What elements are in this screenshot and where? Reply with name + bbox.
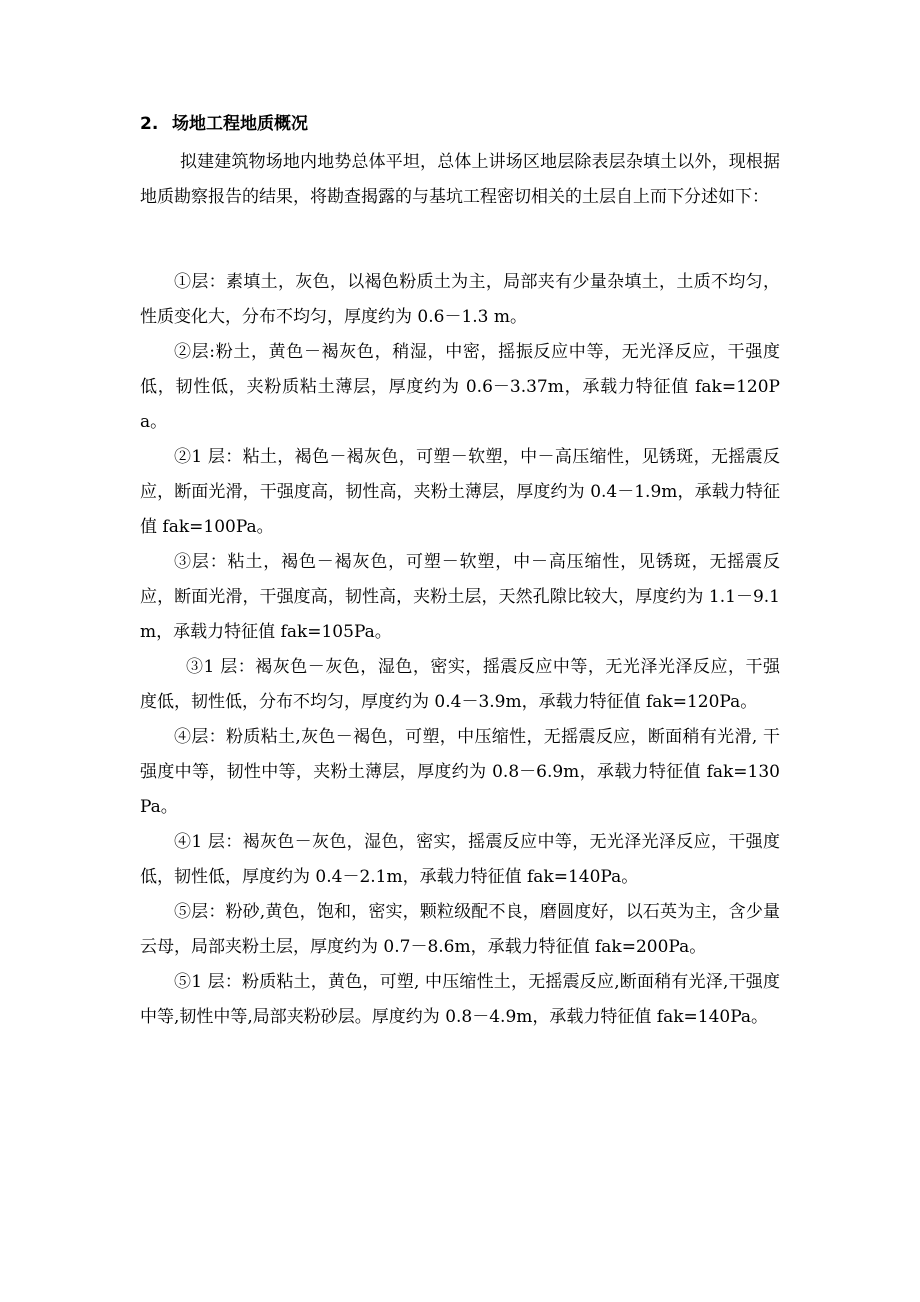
soil-layer-3-1: ③1 层：褐灰色－灰色，湿色，密实，摇震反应中等，无光泽光泽反应，干强度低，韧性低，分布不均匀，厚度约为 0.4－3.9m，承载力特征值 fak=120Pa。 [140, 657, 780, 712]
section-heading [140, 112, 308, 136]
soil-layer-5-1: ⑤1 层：粉质粘土，黄色，可塑, 中压缩性土，无摇震反应,断面稍有光泽,干强度中等,韧性中等,局部夹粉砂层。厚度约为 0.8－4.9m，承载力特征值 fak=140Pa。 [140, 972, 780, 1027]
soil-layer-2-1: ②1 层：粘土，褐色－褐灰色，可塑－软塑，中－高压缩性，见锈斑，无摇震反应，断面光滑，干强度高，韧性高，夹粉土薄层，厚度约为 0.4－1.9m，承载力特征值 fak=100Pa。 [140, 447, 780, 537]
soil-layer-4: ④层：粉质粘土,灰色－褐色，可塑，中压缩性，无摇震反应，断面稍有光滑, 干强度中等，韧性中等，夹粉土薄层，厚度约为 0.8－6.9m，承载力特征值 fak=130Pa。 [140, 727, 780, 817]
intro-paragraph: 拟建建筑物场地内地势总体平坦，总体上讲场区地层除表层杂填土以外，现根据地质勘察报告的结果，将勘查揭露的与基坑工程密切相关的土层自上而下分述如下： [140, 152, 780, 207]
soil-layer-3: ③层：粘土，褐色－褐灰色，可塑－软塑，中－高压缩性，见锈斑，无摇震反应，断面光滑，干强度高，韧性高，夹粉土层，天然孔隙比较大，厚度约为 1.1－9.1m，承载力特征值 fak=105Pa。 [140, 552, 780, 642]
section-title: 场地工程地质概况 [172, 114, 308, 134]
section-number: 2. [140, 114, 159, 134]
soil-layer-4-1: ④1 层：褐灰色－灰色，湿色，密实，摇震反应中等，无光泽光泽反应，干强度低，韧性低，厚度约为 0.4－2.1m，承载力特征值 fak=140Pa。 [140, 832, 780, 887]
soil-layer-2: ②层:粉土，黄色－褐灰色，稍湿，中密，摇振反应中等，无光泽反应，干强度低，韧性低，夹粉质粘土薄层，厚度约为 0.6－3.37m，承载力特征值 fak=120Pa。 [140, 342, 780, 432]
soil-layer-list [140, 265, 780, 1035]
soil-layer-5: ⑤层：粉砂,黄色，饱和，密实，颗粒级配不良，磨圆度好，以石英为主，含少量云母，局部夹粉土层，厚度约为 0.7－8.6m，承载力特征值 fak=200Pa。 [140, 902, 780, 957]
soil-layer-1: ①层：素填土，灰色，以褐色粉质土为主，局部夹有少量杂填土，土质不均匀，性质变化大，分布不均匀，厚度约为 0.6－1.3 m。 [140, 272, 780, 327]
